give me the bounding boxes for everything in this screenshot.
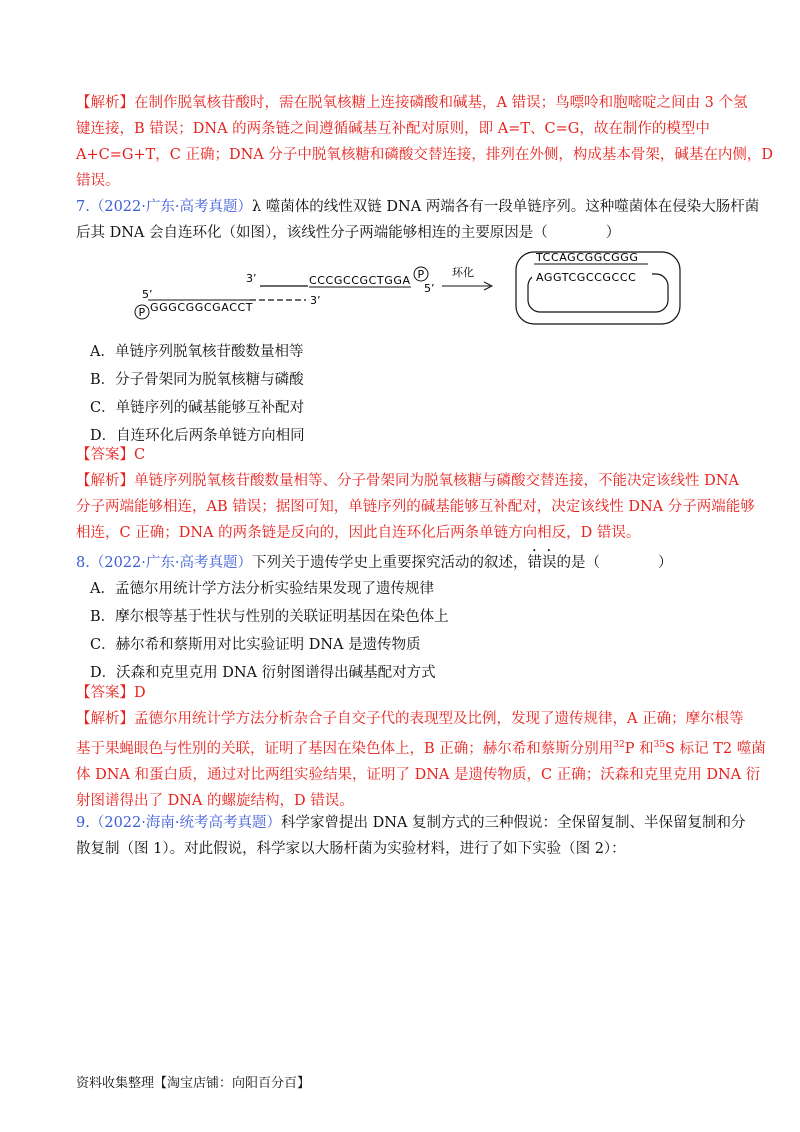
option-a[interactable]: A．孟德尔用统计学方法分析实验结果发现了遗传规律 [90,581,434,597]
question-number: 7. [76,199,90,215]
label-3prime-bottom: 3’ [310,294,321,307]
dna-cyclization-diagram [128,246,688,332]
analysis-text: 单链序列脱氧核苷酸数量相等、分子骨架同为脱氧核糖与磷酸交替连接，不能决定该线性 DNA [134,473,739,489]
option-c[interactable]: C．赫尔希和蔡斯用对比实验证明 DNA 是遗传物质 [90,637,421,653]
ring-inner-sequence: AGGTCGCCGCCC [536,271,637,284]
option-a[interactable]: A．单链序列脱氧核苷酸数量相等 [90,344,304,360]
phosphate-label: P [138,306,146,319]
analysis-text: P 和 [624,740,654,757]
question-text: 下列关于遗传学史上重要探究活动的叙述， [251,555,528,571]
answer-value: C [134,447,146,463]
answer-value: D [134,685,146,701]
analysis-text: 孟德尔用统计学方法分析杂合子自交子代的表现型及比例，发现了遗传规律，A 正确；摩尔根等 [134,711,744,727]
analysis-text: 相连，C 正确；DNA 的两条链是反向的，因此自连环化后两条单链方向相反，D 错误。 [76,525,641,541]
question-text: 散复制（图 1）。对此假说，科学家以大肠杆菌为实验材料，进行了如下实验（图 2）： [76,841,626,857]
q7-stem [76,194,760,246]
analysis-text: A+C=G+T，C 正确；DNA 分子中脱氧核糖和磷酸交替连接，排列在外侧，构成基本骨架，碱基在内侧，D [76,147,773,163]
option-b[interactable]: B．分子骨架同为脱氧核糖与磷酸 [90,372,304,388]
analysis-text: 在制作脱氧核苷酸时，需在脱氧核糖上连接磷酸和碱基，A 错误；鸟嘌呤和胞嘧啶之间由 3 个氢 [134,95,748,111]
label-3prime-top: 3’ [246,272,257,285]
answer-tag: 【答案】 [76,447,134,463]
q8-answer [76,680,726,706]
label-5prime-bottom: 5’ [142,288,153,301]
question-text: 后其 DNA 会自连环化（如图），该线性分子两端能够相连的主要原因是（ ） [76,225,621,241]
q8-stem [76,547,726,576]
q9-stem [76,810,746,862]
arrow-label: 环化 [452,266,474,279]
q8-options [90,576,449,688]
question-number: 8. [76,555,90,571]
q6-analysis [76,90,773,194]
page-footer: 资料收集整理【淘宝店铺：向阳百分百】 [76,1076,311,1091]
question-source: （2022·广东·高考真题） [89,199,252,215]
option-c[interactable]: C．单链序列的碱基能够互补配对 [90,400,305,416]
question-text: 的是（ ） [556,555,673,571]
analysis-text: S 标记 T2 噬菌 [665,740,766,757]
analysis-tag: 【解析】 [76,95,134,111]
ring-top-sequence: TCCAGCGGCGGG [536,251,639,264]
analysis-text: 错误。 [76,173,120,189]
q7-answer [76,442,726,468]
analysis-tag: 【解析】 [76,473,134,489]
bottom-strand-sequence: GGGCGGCGACCT [150,301,254,314]
q7-analysis [76,468,755,546]
analysis-tag: 【解析】 [76,711,134,727]
superscript: 32 [613,740,625,750]
answer-tag: 【答案】 [76,685,134,701]
analysis-text: 体 DNA 和蛋白质，通过对比两组实验结果，证明了 DNA 是遗传物质，C 正确；沃森和克里克用 DNA 衍 [76,766,761,783]
analysis-text: 基于果蝇眼色与性别的关联，证明了基因在染色体上，B 正确；赫尔希和蔡斯分别用 [76,740,614,757]
question-text: 科学家曾提出 DNA 复制方式的三种假说：全保留复制、半保留复制和分 [280,815,746,831]
question-source: （2022·广东·高考真题） [89,555,252,571]
option-d[interactable]: D．沃森和克里克用 DNA 衍射图谱得出碱基配对方式 [90,665,436,681]
analysis-text: 射图谱得出了 DNA 的螺旋结构，D 错误。 [76,792,354,809]
emphasis-text: 错误 [527,555,557,571]
phosphate-label: P [417,268,425,281]
label-5prime-top: 5’ [424,282,435,295]
top-strand-sequence: CCCGCCGCTGGA [309,274,411,287]
option-b[interactable]: B．摩尔根等基于性状与性别的关联证明基因在染色体上 [90,609,449,625]
question-source: （2022·海南·统考高考真题） [89,815,281,831]
analysis-text: 键连接，B 错误；DNA 的两条链之间遵循碱基互补配对原则，即 A=T、C=G，故在制作的模型中 [76,121,710,137]
option-d[interactable]: D．自连环化后两条单链方向相同 [90,428,305,444]
q8-analysis [76,706,766,814]
superscript: 35 [653,740,666,750]
analysis-text: 分子两端能够相连，AB 错误；据图可知，单链序列的碱基能够互补配对，决定该线性 DNA 分子两端能够 [76,499,755,515]
question-text: λ 噬菌体的线性双链 DNA 两端各有一段单链序列。这种噬菌体在侵染大肠杆菌 [251,199,760,215]
q7-options [90,339,305,451]
question-number: 9. [76,815,90,831]
